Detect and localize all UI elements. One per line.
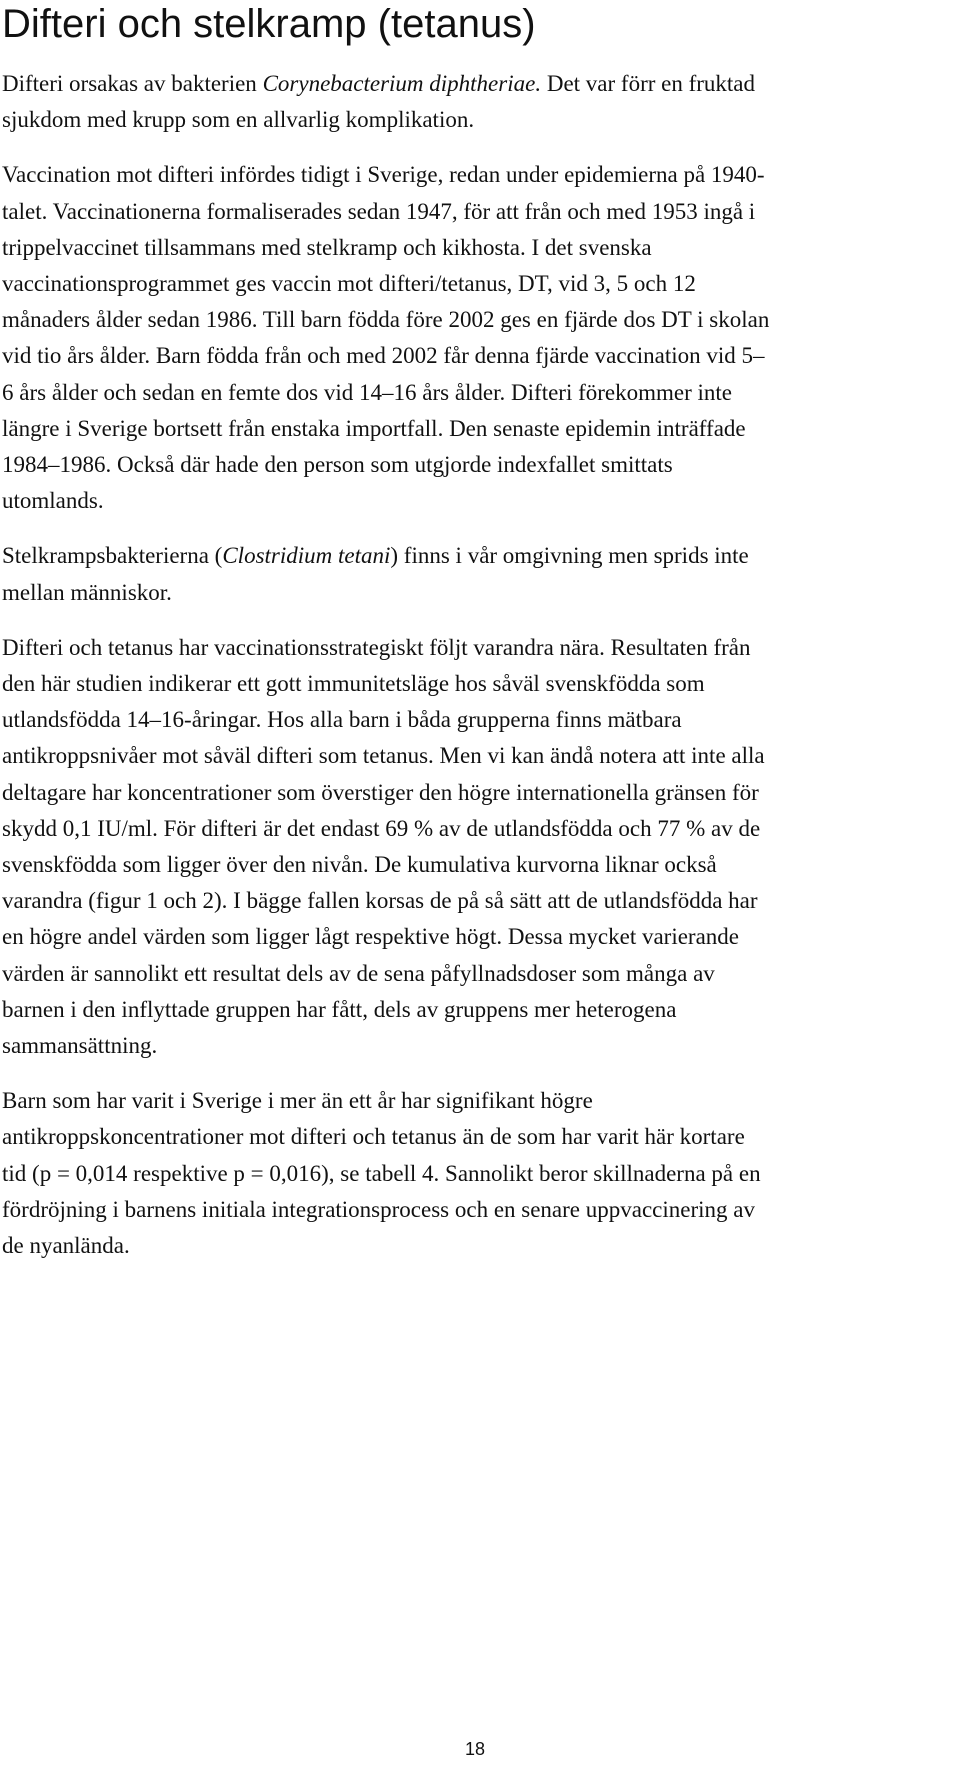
text-line: [2, 102, 950, 138]
text-line: [2, 956, 950, 992]
text-segment: barnen i den inflyttade gruppen har fått, dels av gruppens mer heterogena: [2, 996, 677, 1022]
text-line: [2, 194, 950, 230]
text-segment: Difteri orsakas av bakterien: [2, 71, 263, 96]
text-line: [2, 157, 950, 193]
text-segment: längre i Sverige bortsett från enstaka importfall. Den senaste epidemin inträffade: [2, 415, 746, 441]
text-line: [2, 847, 950, 883]
text-segment: vaccinationsprogrammet ges vaccin mot difteri/tetanus, DT, vid 3, 5 och 12: [2, 271, 696, 297]
text-segment: sammansättning.: [2, 1033, 158, 1059]
text-line: [2, 1083, 950, 1119]
text-segment: trippelvaccinet tillsammans med stelkramp och kikhosta. I det svenska: [2, 234, 652, 260]
text-line: [2, 338, 950, 374]
text-line: [2, 375, 950, 411]
text-line: [2, 575, 950, 611]
text-segment: vid tio års ålder. Barn födda från och med 2002 får denna fjärde vaccination vid 5–: [2, 343, 765, 369]
text-segment: skydd 0,1 IU/ml. För difteri är det endast 69 % av de utlandsfödda och 77 % av de: [2, 815, 761, 841]
paragraph: [2, 538, 950, 610]
text-segment: 6 års ålder och sedan en femte dos vid 14–16 års ålder. Difteri förekommer inte: [2, 379, 733, 405]
text-line: [2, 883, 950, 919]
text-line: [2, 483, 950, 519]
text-line: [2, 266, 950, 302]
text-segment: utlandsfödda 14–16-åringar. Hos alla barn i båda grupperna finns mätbara: [2, 707, 682, 733]
text-segment: utomlands.: [2, 488, 104, 514]
text-line: [2, 919, 950, 955]
text-line: [2, 411, 950, 447]
paragraph: [2, 630, 950, 1064]
text-line: [2, 230, 950, 266]
text-segment: varandra (figur 1 och 2). I bägge fallen korsas de på så sätt att de utlandsfödda har: [2, 888, 758, 914]
text-line: [2, 66, 950, 102]
italic-species-name: Corynebacterium diphtheriae.: [262, 71, 542, 96]
text-line: [2, 775, 950, 811]
text-line: [2, 1192, 950, 1228]
text-line: [2, 666, 950, 702]
text-line: [2, 630, 950, 666]
text-segment: antikroppskoncentrationer mot difteri och tetanus än de som har varit här kortare: [2, 1124, 745, 1150]
text-line: [2, 1156, 950, 1192]
text-segment: svenskfödda som ligger över den nivån. De kumulativa kurvorna liknar också: [2, 852, 717, 878]
text-line: [2, 1119, 950, 1155]
page-number: 18: [465, 1739, 486, 1759]
text-line: [2, 302, 950, 338]
body-text: [2, 66, 950, 1283]
text-line: [2, 738, 950, 774]
text-line: [2, 811, 950, 847]
text-segment: sjukdom med krupp som en allvarlig komplikation.: [2, 107, 475, 133]
text-segment: Stelkrampsbakterierna (: [2, 543, 223, 569]
text-segment: 1984–1986. Också där hade den person som utgjorde indexfallet smittats: [2, 452, 673, 478]
text-line: [2, 1028, 950, 1064]
paragraph: [2, 157, 950, 519]
text-segment: mellan människor.: [2, 579, 172, 605]
text-segment: ) finns i vår omgivning men sprids inte: [390, 543, 749, 569]
text-segment: talet. Vaccinationerna formaliserades sedan 1947, för att från och med 1953 ingå i: [2, 198, 756, 224]
text-segment: en högre andel värden som ligger lågt respektive högt. Dessa mycket varierande: [2, 924, 740, 950]
text-line: [2, 1228, 950, 1264]
text-line: [2, 702, 950, 738]
text-line: [2, 538, 950, 574]
text-segment: den här studien indikerar ett gott immunitetsläge hos såväl svenskfödda som: [2, 671, 705, 697]
text-line: [2, 992, 950, 1028]
text-segment: de nyanlända.: [2, 1233, 130, 1259]
text-segment: värden är sannolikt ett resultat dels av de sena påfyllnadsdoser som många av: [2, 960, 715, 986]
text-segment: antikroppsnivåer mot såväl difteri som tetanus. Men vi kan ändå notera att inte alla: [2, 743, 765, 769]
text-segment: Barn som har varit i Sverige i mer än ett år har signifikant högre: [2, 1088, 593, 1114]
text-segment: Difteri och tetanus har vaccinationsstrategiskt följt varandra nära. Resultaten från: [2, 634, 751, 660]
text-segment: deltagare har koncentrationer som överstiger den högre internationella gränsen för: [2, 779, 759, 805]
page-title: Difteri och stelkramp (tetanus): [2, 2, 536, 46]
text-segment: tid (p = 0,014 respektive p = 0,016), se tabell 4. Sannolikt beror skillnaderna på en: [2, 1160, 761, 1186]
text-segment: månaders ålder sedan 1986. Till barn födda före 2002 ges en fjärde dos DT i skolan: [2, 307, 770, 333]
text-segment: fördröjning i barnens initiala integrationsprocess och en senare uppvaccinering av: [2, 1196, 755, 1222]
paragraph: [2, 66, 950, 138]
text-segment: Vaccination mot difteri infördes tidigt i Sverige, redan under epidemierna på 1940-: [2, 162, 765, 188]
text-segment: Det var förr en fruktad: [541, 71, 756, 96]
paragraph: [2, 1083, 950, 1264]
italic-species-name: Clostridium tetani: [222, 543, 391, 569]
text-line: [2, 447, 950, 483]
